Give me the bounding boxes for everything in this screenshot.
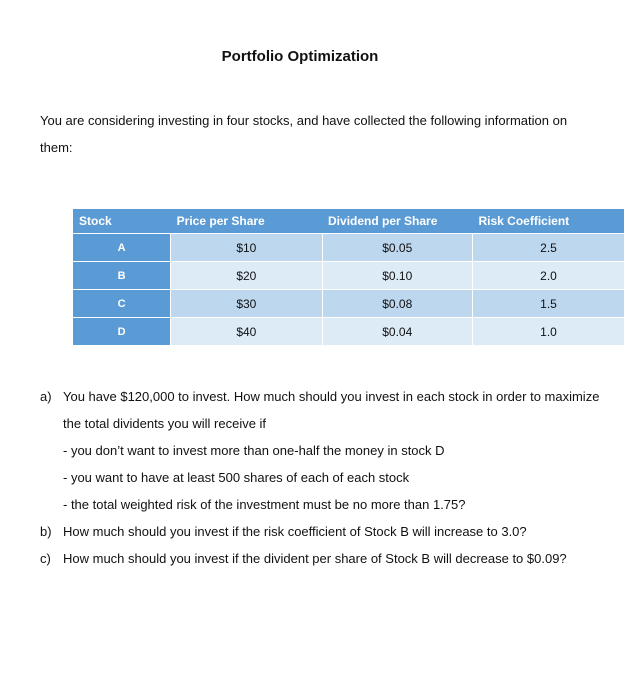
page-title: Portfolio Optimization	[221, 48, 379, 65]
table-row	[73, 318, 624, 346]
table-header-row	[73, 209, 624, 234]
question-c-text: How much should you invest if the divident per share of Stock B will decrease to $0.09?	[63, 551, 567, 566]
header-price: Price per Share	[171, 209, 322, 234]
table-row	[73, 262, 624, 290]
question-b	[40, 518, 600, 545]
cell-risk: 1.0	[472, 318, 624, 346]
question-a-condition: - you want to have at least 500 shares of each of each stock	[63, 470, 410, 485]
cell-dividend: $0.08	[322, 290, 472, 318]
question-a-text: You have $120,000 to invest. How much should you invest in each stock in order to maximize the total dividents you will receive if	[63, 389, 600, 431]
question-c	[40, 545, 600, 572]
cell-price: $20	[171, 262, 322, 290]
stock-table	[73, 209, 624, 345]
header-risk: Risk Coefficient	[472, 209, 624, 234]
cell-dividend: $0.10	[322, 262, 472, 290]
cell-stock: B	[73, 262, 171, 290]
cell-stock: A	[73, 234, 171, 262]
cell-risk: 2.0	[472, 262, 624, 290]
cell-price: $10	[171, 234, 322, 262]
cell-dividend: $0.04	[322, 318, 472, 346]
cell-price: $40	[171, 318, 322, 346]
cell-risk: 1.5	[472, 290, 624, 318]
cell-stock: C	[73, 290, 171, 318]
cell-stock: D	[73, 318, 171, 346]
cell-dividend: $0.05	[322, 234, 472, 262]
questions-list	[40, 383, 600, 572]
question-c-label: c)	[40, 551, 51, 566]
header-stock: Stock	[73, 209, 171, 234]
intro-paragraph: You are considering investing in four stocks, and have collected the following information on them:	[40, 113, 568, 155]
cell-risk: 2.5	[472, 234, 624, 262]
cell-price: $30	[171, 290, 322, 318]
question-b-text: How much should you invest if the risk coefficient of Stock B will increase to 3.0?	[63, 524, 527, 539]
question-a-condition: - the total weighted risk of the investment must be no more than 1.75?	[63, 497, 466, 512]
question-b-label: b)	[40, 524, 52, 539]
header-dividend: Dividend per Share	[322, 209, 472, 234]
question-a-label: a)	[40, 389, 52, 404]
question-a-condition: - you don’t want to invest more than one-half the money in stock D	[63, 443, 445, 458]
question-a	[40, 383, 600, 437]
table-row	[73, 290, 624, 318]
table-row	[73, 234, 624, 262]
